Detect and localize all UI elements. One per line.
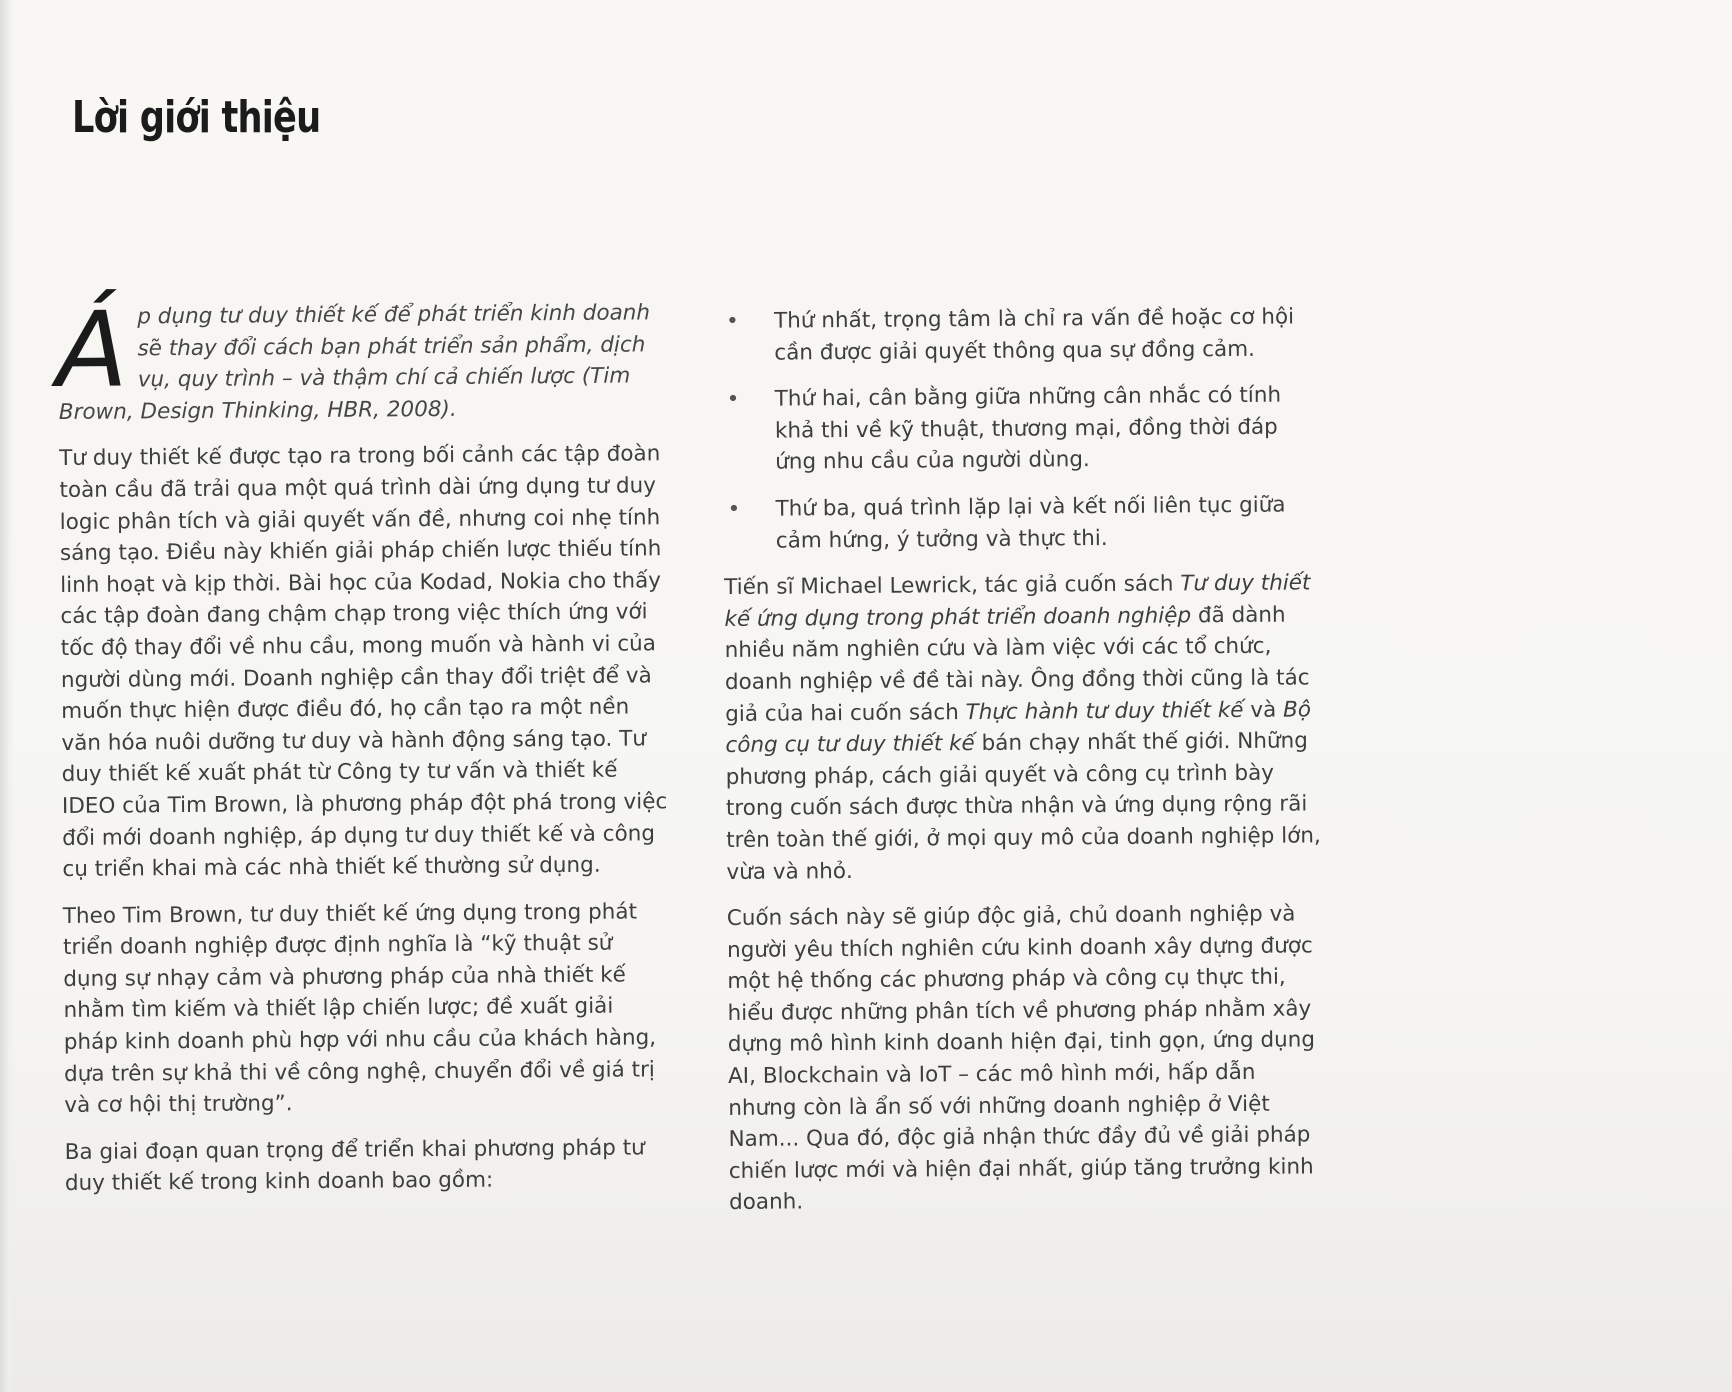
- left-column: [55, 288, 671, 1215]
- drop-cap: Á: [55, 288, 129, 412]
- body-paragraph-2: Theo Tim Brown, tư duy thiết kế ứng dụng trong phát triển doanh nghiệp được định nghĩa là “kỹ thuật sử dụng sự nhạy cảm và phương pháp của nhà thiết kế nhằm tìm kiếm và thiết lập chiến lược; đề xuất giải pháp kinh doanh phù hợp với nhu cầu của khách hàng, dựa trên sự khả thi về công nghệ, chuyển đổi về giá trị và cơ hội thị trường”.: [62, 899, 657, 1119]
- author-text-3: và: [1243, 697, 1284, 723]
- lead-text: p dụng tư duy thiết kế để phát triển kinh doanh sẽ thay đổi cách bạn phát triển sản phẩm, dịch vụ, quy trình – và thậm chí cả chiến lược (Tim Brown, Design Thinking, HBR, 2008).: [58, 300, 651, 425]
- list-item-text: Thứ nhất, trọng tâm là chỉ ra vấn đề hoặc cơ hội cần được giải quyết thông qua sự đồng cảm.: [774, 304, 1295, 366]
- body-paragraph-3: Ba giai đoạn quan trọng để triển khai phương pháp tư duy thiết kế trong kinh doanh bao gồm:: [64, 1135, 645, 1197]
- author-text-1: Tiến sĩ Michael Lewrick, tác giả cuốn sách: [724, 571, 1181, 601]
- list-item-text: Thứ ba, quá trình lặp lại và kết nối liên tục giữa cảm hứng, ý tưởng và thực thi.: [775, 492, 1286, 554]
- bullet-marker: •: [726, 387, 740, 413]
- list-item: [723, 379, 1324, 478]
- book-title-1: Tư duy thiết kế ứng dụng trong phát triển doanh nghiệp: [724, 570, 1311, 632]
- author-paragraph: [724, 567, 1326, 888]
- bullet-marker: •: [726, 308, 739, 334]
- list-item-text: Thứ hai, cân bằng giữa những cân nhắc có tính khả thi về kỹ thuật, thương mại, đồng thời đáp ứng nhu cầu của người dùng.: [774, 382, 1282, 475]
- book-title-3: Bộ công cụ tư duy thiết kế: [725, 696, 1312, 759]
- list-item: [723, 489, 1323, 557]
- page-binding-edge: [0, 0, 14, 1392]
- right-column: [722, 301, 1329, 1234]
- author-text-2: đã dành nhiều năm nghiên cứu và làm việc với các tổ chức, doanh nghiệp về đề tài này. Ông đồng thời cũng là tác giả của hai cuốn sách: [724, 602, 1310, 727]
- bullet-marker: •: [727, 496, 741, 522]
- book-title-2: Thực hành tư duy thiết kế: [965, 697, 1244, 725]
- body-paragraph-1: Tư duy thiết kế được tạo ra trong bối cảnh các tập đoàn toàn cầu đã trải qua một quá trình dài ứng dụng tư duy logic phân tích và giải quyết vấn đề, nhưng coi nhẹ tính sáng tạo. Điều này khiến giải pháp chiến lược thiếu tính linh hoạt và kịp thời. Bài học của Kodad, Nokia cho thấy các tập đoàn đang chậm chạp trong việc thích ứng với tốc độ thay đổi về nhu cầu, mong muốn và hành vi của người dùng mới. Doanh nghiệp cần thay đổi triệt để và muốn thực hiện được điều đó, họ cần tạo ra một nền văn hóa nuôi dưỡng tư duy và hành động sáng tạo. Tư duy thiết kế xuất phát từ Công ty tư vấn và thiết kế IDEO của Tim Brown, là phương pháp đột phá trong việc đổi mới doanh nghiệp, áp dụng tư duy thiết kế và công cụ triển khai mà các nhà thiết kế thường sử dụng.: [59, 441, 668, 883]
- stage-list: [722, 301, 1324, 557]
- lead-paragraph: [55, 288, 665, 428]
- closing-paragraph: Cuốn sách này sẽ giúp độc giả, chủ doanh nghiệp và người yêu thích nghiên cứu kinh doanh xây dựng được một hệ thống các phương pháp và công cụ thực thi, hiểu được những phân tích về phương pháp nhằm xây dựng mô hình kinh doanh hiện đại, tinh gọn, ứng dụng AI, Blockchain và IoT – các mô hình mới, hấp dẫn nhưng còn là ẩn số với những doanh nghiệp ở Việt Nam... Qua đó, độc giả nhận thức đầy đủ về giải pháp chiến lược mới và hiện đại nhất, giúp tăng trưởng kinh doanh.: [726, 901, 1316, 1216]
- page-title: Lời giới thiệu: [72, 92, 321, 143]
- author-text-4: bán chạy nhất thế giới. Những phương pháp, cách giải quyết và công cụ trình bày trong cuốn sách được thừa nhận và ứng dụng rộng rãi trên toàn thế giới, ở mọi quy mô của doanh nghiệp lớn, vừa và nhỏ.: [725, 728, 1321, 885]
- list-item: [722, 301, 1322, 369]
